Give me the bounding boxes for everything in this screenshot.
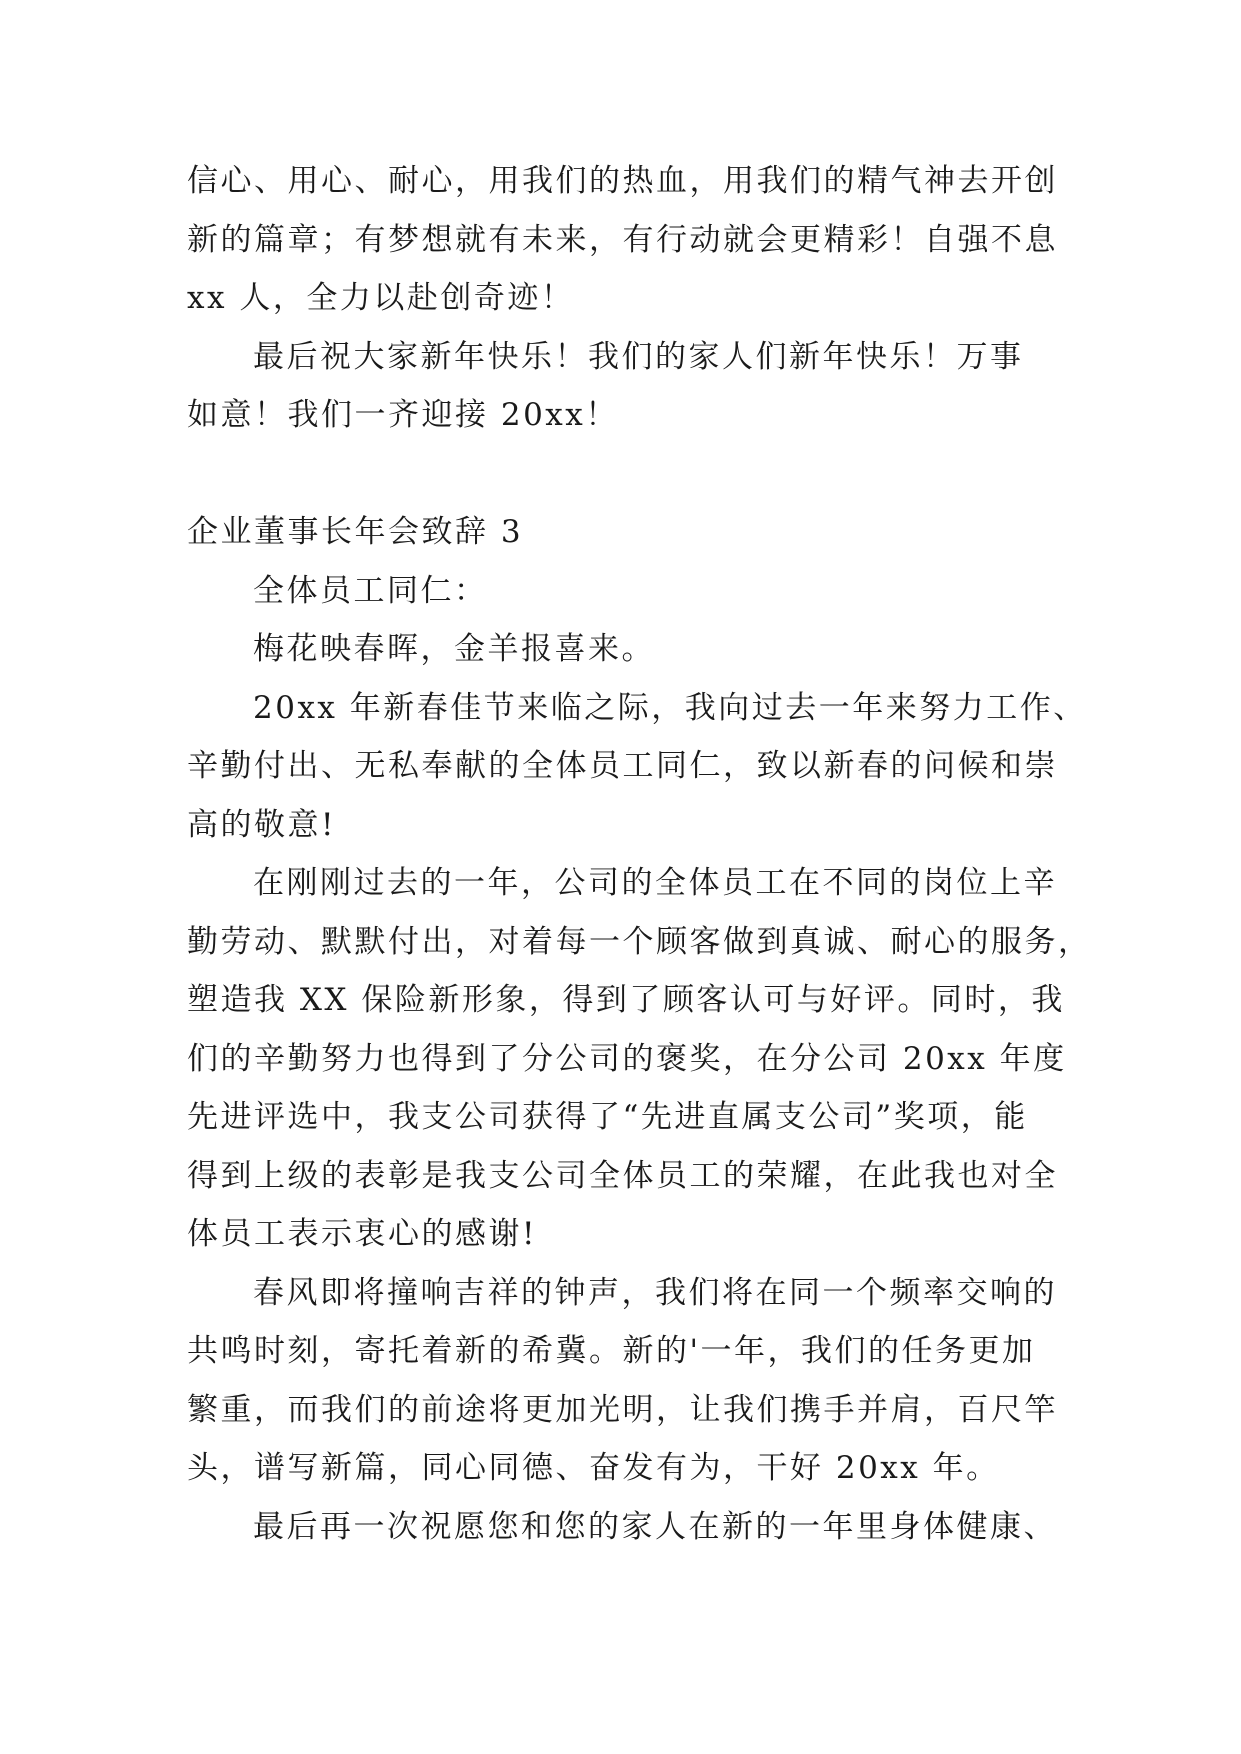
document-body: [187, 152, 1092, 1556]
text-line: 辛勤付出、无私奉献的全体员工同仁，致以新春的问候和崇: [187, 748, 1058, 784]
text-line: 高的敬意!: [187, 806, 336, 843]
section-title: 企业董事长年会致辞 3: [187, 514, 524, 550]
text-line: xx 人，全力以赴创奇迹！: [187, 280, 575, 316]
text-line: 共鸣时刻，寄托着新的希冀。新的'一年，我们的任务更加: [187, 1333, 1036, 1369]
text-line: 塑造我 XX 保险新形象，得到了顾客认可与好评。同时，我: [187, 982, 1065, 1018]
paragraph: [187, 1498, 1067, 1557]
paragraph: [187, 854, 1092, 1264]
text-line: 在刚刚过去的一年，公司的全体员工在不同的岗位上辛: [253, 865, 1057, 901]
text-line: 勤劳动、默默付出，对着每一个顾客做到真诚、耐心的服务，: [187, 923, 1092, 960]
paragraph: [187, 679, 1087, 855]
paragraph: [187, 620, 1067, 679]
text-line: 信心、用心、耐心，用我们的热血，用我们的精气神去开创: [187, 163, 1058, 199]
text-line: 们的辛勤努力也得到了分公司的褒奖，在分公司 20xx 年度: [187, 1040, 1067, 1077]
text-line: 头，谱写新篇，同心同德、奋发有为，干好 20xx 年。: [187, 1450, 1000, 1486]
paragraph: [187, 328, 1067, 445]
text-line: 得到上级的表彰是我支公司全体员工的荣耀，在此我也对全: [187, 1157, 1058, 1194]
text-line: 梅花映春晖，金羊报喜来。: [253, 631, 655, 667]
paragraph: [187, 1264, 1067, 1498]
text-line: 体员工表示衷心的感谢!: [187, 1216, 537, 1252]
text-line: 春风即将撞响吉祥的钟声，我们将在同一个频率交响的: [253, 1274, 1057, 1311]
spacer: [187, 445, 1067, 504]
text-line: 繁重，而我们的前途将更加光明，让我们携手并肩，百尺竿: [187, 1391, 1058, 1428]
text-line: 先进评选中，我支公司获得了“先进直属支公司”奖项，能: [187, 1099, 1028, 1135]
text-line: 20xx 年新春佳节来临之际，我向过去一年来努力工作、: [253, 689, 1087, 726]
text-line: 如意！我们一齐迎接 20xx！: [187, 397, 619, 433]
salutation: 全体员工同仁：: [253, 572, 488, 609]
text-line: 新的篇章；有梦想就有未来，有行动就会更精彩！自强不息: [187, 221, 1058, 258]
text-line: 最后祝大家新年快乐！我们的家人们新年快乐！万事: [253, 338, 1024, 375]
text-line: 最后再一次祝愿您和您的家人在新的一年里身体健康、: [253, 1508, 1057, 1545]
paragraph: [187, 152, 1067, 328]
